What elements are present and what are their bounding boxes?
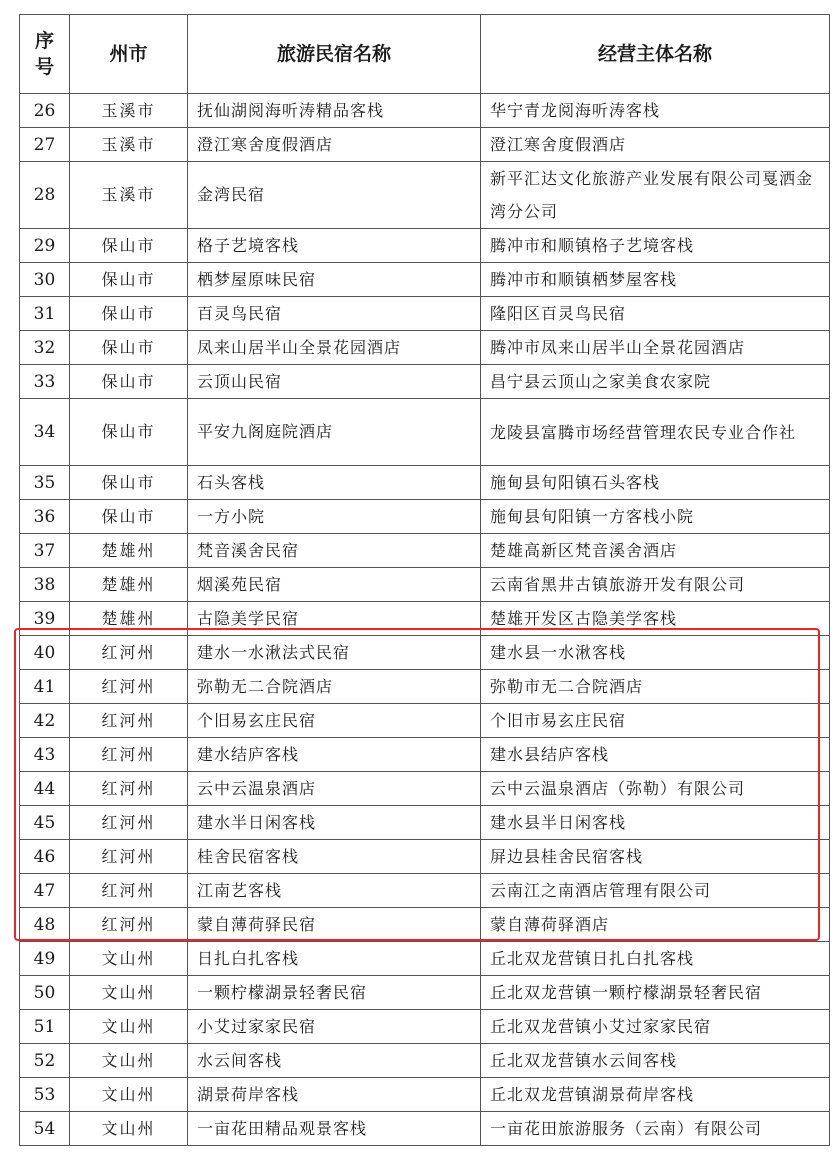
prefecture-cell: 楚雄州 bbox=[70, 534, 188, 568]
table-row bbox=[20, 1010, 830, 1044]
prefecture-cell: 文山州 bbox=[70, 942, 188, 976]
operator-name-cell: 腾冲市凤来山居半山全景花园酒店 bbox=[481, 331, 830, 365]
table-row bbox=[20, 466, 830, 500]
serial-number-cell: 45 bbox=[20, 806, 70, 840]
serial-number-cell: 50 bbox=[20, 976, 70, 1010]
homestay-name-cell: 云中云温泉酒店 bbox=[188, 772, 481, 806]
operator-name-cell: 腾冲市和顺镇栖梦屋客栈 bbox=[481, 263, 830, 297]
operator-name-cell: 昌宁县云顶山之家美食农家院 bbox=[481, 365, 830, 399]
operator-name-cell: 楚雄开发区古隐美学客栈 bbox=[481, 602, 830, 636]
homestay-name-cell: 日扎白扎客栈 bbox=[188, 942, 481, 976]
operator-name-cell: 屏边县桂舍民宿客栈 bbox=[481, 840, 830, 874]
homestay-name-cell: 烟溪苑民宿 bbox=[188, 568, 481, 602]
homestay-name-cell: 一颗柠檬湖景轻奢民宿 bbox=[188, 976, 481, 1010]
serial-number-cell: 29 bbox=[20, 229, 70, 263]
prefecture-cell: 保山市 bbox=[70, 263, 188, 297]
homestay-name-cell: 建水一水湫法式民宿 bbox=[188, 636, 481, 670]
operator-name-cell: 云南江之南酒店管理有限公司 bbox=[481, 874, 830, 908]
homestay-name-cell: 云顶山民宿 bbox=[188, 365, 481, 399]
table-row bbox=[20, 976, 830, 1010]
serial-number-cell: 32 bbox=[20, 331, 70, 365]
homestay-name-cell: 金湾民宿 bbox=[188, 162, 481, 229]
operator-name-cell: 云南省黑井古镇旅游开发有限公司 bbox=[481, 568, 830, 602]
homestay-name-cell: 桂舍民宿客栈 bbox=[188, 840, 481, 874]
prefecture-cell: 楚雄州 bbox=[70, 602, 188, 636]
serial-number-cell: 42 bbox=[20, 704, 70, 738]
prefecture-cell: 红河州 bbox=[70, 840, 188, 874]
prefecture-cell: 红河州 bbox=[70, 636, 188, 670]
prefecture-cell: 红河州 bbox=[70, 874, 188, 908]
header-prefecture: 州市 bbox=[70, 15, 188, 94]
homestay-name-cell: 一方小院 bbox=[188, 500, 481, 534]
prefecture-cell: 保山市 bbox=[70, 365, 188, 399]
serial-number-cell: 36 bbox=[20, 500, 70, 534]
operator-name-cell: 弥勒市无二合院酒店 bbox=[481, 670, 830, 704]
serial-number-cell: 39 bbox=[20, 602, 70, 636]
homestay-name-cell: 格子艺境客栈 bbox=[188, 229, 481, 263]
prefecture-cell: 红河州 bbox=[70, 704, 188, 738]
serial-number-cell: 49 bbox=[20, 942, 70, 976]
table-row bbox=[20, 908, 830, 942]
table-row bbox=[20, 331, 830, 365]
header-operator-name: 经营主体名称 bbox=[481, 15, 830, 94]
serial-number-cell: 38 bbox=[20, 568, 70, 602]
serial-number-cell: 37 bbox=[20, 534, 70, 568]
homestay-name-cell: 梵音溪舍民宿 bbox=[188, 534, 481, 568]
table-row bbox=[20, 772, 830, 806]
serial-number-cell: 48 bbox=[20, 908, 70, 942]
operator-name-cell: 丘北双龙营镇日扎白扎客栈 bbox=[481, 942, 830, 976]
prefecture-cell: 文山州 bbox=[70, 1078, 188, 1112]
serial-number-cell: 40 bbox=[20, 636, 70, 670]
operator-name-cell: 腾冲市和顺镇格子艺境客栈 bbox=[481, 229, 830, 263]
serial-number-cell: 43 bbox=[20, 738, 70, 772]
table-row bbox=[20, 670, 830, 704]
homestay-name-cell: 建水结庐客栈 bbox=[188, 738, 481, 772]
prefecture-cell: 文山州 bbox=[70, 976, 188, 1010]
serial-number-cell: 53 bbox=[20, 1078, 70, 1112]
table-header-row bbox=[20, 15, 830, 94]
serial-number-cell: 33 bbox=[20, 365, 70, 399]
table-row bbox=[20, 94, 830, 128]
header-serial-number-text: 序号 bbox=[34, 30, 54, 78]
operator-name-cell: 隆阳区百灵鸟民宿 bbox=[481, 297, 830, 331]
table-row bbox=[20, 636, 830, 670]
homestay-name-cell: 百灵鸟民宿 bbox=[188, 297, 481, 331]
prefecture-cell: 玉溪市 bbox=[70, 94, 188, 128]
prefecture-cell: 保山市 bbox=[70, 500, 188, 534]
serial-number-cell: 28 bbox=[20, 162, 70, 229]
operator-name-cell: 施甸县旬阳镇石头客栈 bbox=[481, 466, 830, 500]
homestay-name-cell: 栖梦屋原味民宿 bbox=[188, 263, 481, 297]
table-row bbox=[20, 942, 830, 976]
homestay-name-cell: 澄江寒舍度假酒店 bbox=[188, 128, 481, 162]
operator-name-cell: 个旧市易玄庄民宿 bbox=[481, 704, 830, 738]
operator-name-cell: 新平汇达文化旅游产业发展有限公司戛洒金湾分公司 bbox=[481, 162, 830, 229]
homestay-name-cell: 个旧易玄庄民宿 bbox=[188, 704, 481, 738]
operator-name-cell: 丘北双龙营镇小艾过家家民宿 bbox=[481, 1010, 830, 1044]
prefecture-cell: 文山州 bbox=[70, 1044, 188, 1078]
homestay-name-cell: 小艾过家家民宿 bbox=[188, 1010, 481, 1044]
prefecture-cell: 红河州 bbox=[70, 908, 188, 942]
table-row bbox=[20, 297, 830, 331]
table-row bbox=[20, 874, 830, 908]
header-serial-number bbox=[20, 15, 70, 94]
prefecture-cell: 保山市 bbox=[70, 399, 188, 466]
operator-name-cell: 丘北双龙营镇水云间客栈 bbox=[481, 1044, 830, 1078]
serial-number-cell: 47 bbox=[20, 874, 70, 908]
prefecture-cell: 文山州 bbox=[70, 1010, 188, 1044]
table-row bbox=[20, 568, 830, 602]
homestay-name-cell: 建水半日闲客栈 bbox=[188, 806, 481, 840]
operator-name-cell: 建水县半日闲客栈 bbox=[481, 806, 830, 840]
serial-number-cell: 54 bbox=[20, 1112, 70, 1146]
prefecture-cell: 保山市 bbox=[70, 297, 188, 331]
table-row bbox=[20, 704, 830, 738]
prefecture-cell: 红河州 bbox=[70, 738, 188, 772]
table-row bbox=[20, 128, 830, 162]
serial-number-cell: 26 bbox=[20, 94, 70, 128]
serial-number-cell: 34 bbox=[20, 399, 70, 466]
serial-number-cell: 30 bbox=[20, 263, 70, 297]
prefecture-cell: 保山市 bbox=[70, 229, 188, 263]
table-row bbox=[20, 399, 830, 466]
operator-name-cell: 龙陵县富腾市场经营管理农民专业合作社 bbox=[481, 399, 830, 466]
operator-name-cell: 一亩花田旅游服务（云南）有限公司 bbox=[481, 1112, 830, 1146]
table-row bbox=[20, 1044, 830, 1078]
prefecture-cell: 文山州 bbox=[70, 1112, 188, 1146]
serial-number-cell: 31 bbox=[20, 297, 70, 331]
operator-name-cell: 丘北双龙营镇一颗柠檬湖景轻奢民宿 bbox=[481, 976, 830, 1010]
homestay-name-cell: 抚仙湖阅海听涛精品客栈 bbox=[188, 94, 481, 128]
table-row bbox=[20, 1078, 830, 1112]
table-row bbox=[20, 162, 830, 229]
table-row bbox=[20, 365, 830, 399]
operator-name-cell: 丘北双龙营镇湖景荷岸客栈 bbox=[481, 1078, 830, 1112]
serial-number-cell: 35 bbox=[20, 466, 70, 500]
table-row bbox=[20, 229, 830, 263]
homestay-name-cell: 湖景荷岸客栈 bbox=[188, 1078, 481, 1112]
table-row bbox=[20, 534, 830, 568]
operator-name-cell: 云中云温泉酒店（弥勒）有限公司 bbox=[481, 772, 830, 806]
table-row bbox=[20, 1112, 830, 1146]
operator-name-cell: 澄江寒舍度假酒店 bbox=[481, 128, 830, 162]
table-row bbox=[20, 840, 830, 874]
operator-name-cell: 楚雄高新区梵音溪舍酒店 bbox=[481, 534, 830, 568]
table-row bbox=[20, 806, 830, 840]
prefecture-cell: 红河州 bbox=[70, 670, 188, 704]
homestay-table bbox=[19, 14, 830, 1146]
operator-name-cell: 施甸县旬阳镇一方客栈小院 bbox=[481, 500, 830, 534]
table-row bbox=[20, 602, 830, 636]
homestay-name-cell: 水云间客栈 bbox=[188, 1044, 481, 1078]
homestay-name-cell: 弥勒无二合院酒店 bbox=[188, 670, 481, 704]
serial-number-cell: 41 bbox=[20, 670, 70, 704]
table-row bbox=[20, 738, 830, 772]
table-row bbox=[20, 500, 830, 534]
homestay-name-cell: 凤来山居半山全景花园酒店 bbox=[188, 331, 481, 365]
homestay-name-cell: 平安九阁庭院酒店 bbox=[188, 399, 481, 466]
operator-name-cell: 华宁青龙阅海听涛客栈 bbox=[481, 94, 830, 128]
prefecture-cell: 保山市 bbox=[70, 466, 188, 500]
operator-name-cell: 蒙自薄荷驿酒店 bbox=[481, 908, 830, 942]
serial-number-cell: 44 bbox=[20, 772, 70, 806]
prefecture-cell: 玉溪市 bbox=[70, 162, 188, 229]
serial-number-cell: 46 bbox=[20, 840, 70, 874]
homestay-name-cell: 石头客栈 bbox=[188, 466, 481, 500]
table-row bbox=[20, 263, 830, 297]
serial-number-cell: 52 bbox=[20, 1044, 70, 1078]
homestay-name-cell: 一亩花田精品观景客栈 bbox=[188, 1112, 481, 1146]
prefecture-cell: 红河州 bbox=[70, 772, 188, 806]
prefecture-cell: 红河州 bbox=[70, 806, 188, 840]
prefecture-cell: 玉溪市 bbox=[70, 128, 188, 162]
homestay-name-cell: 古隐美学民宿 bbox=[188, 602, 481, 636]
header-homestay-name: 旅游民宿名称 bbox=[188, 15, 481, 94]
serial-number-cell: 27 bbox=[20, 128, 70, 162]
prefecture-cell: 保山市 bbox=[70, 331, 188, 365]
serial-number-cell: 51 bbox=[20, 1010, 70, 1044]
prefecture-cell: 楚雄州 bbox=[70, 568, 188, 602]
operator-name-cell: 建水县一水湫客栈 bbox=[481, 636, 830, 670]
homestay-name-cell: 蒙自薄荷驿民宿 bbox=[188, 908, 481, 942]
operator-name-cell: 建水县结庐客栈 bbox=[481, 738, 830, 772]
homestay-name-cell: 江南艺客栈 bbox=[188, 874, 481, 908]
